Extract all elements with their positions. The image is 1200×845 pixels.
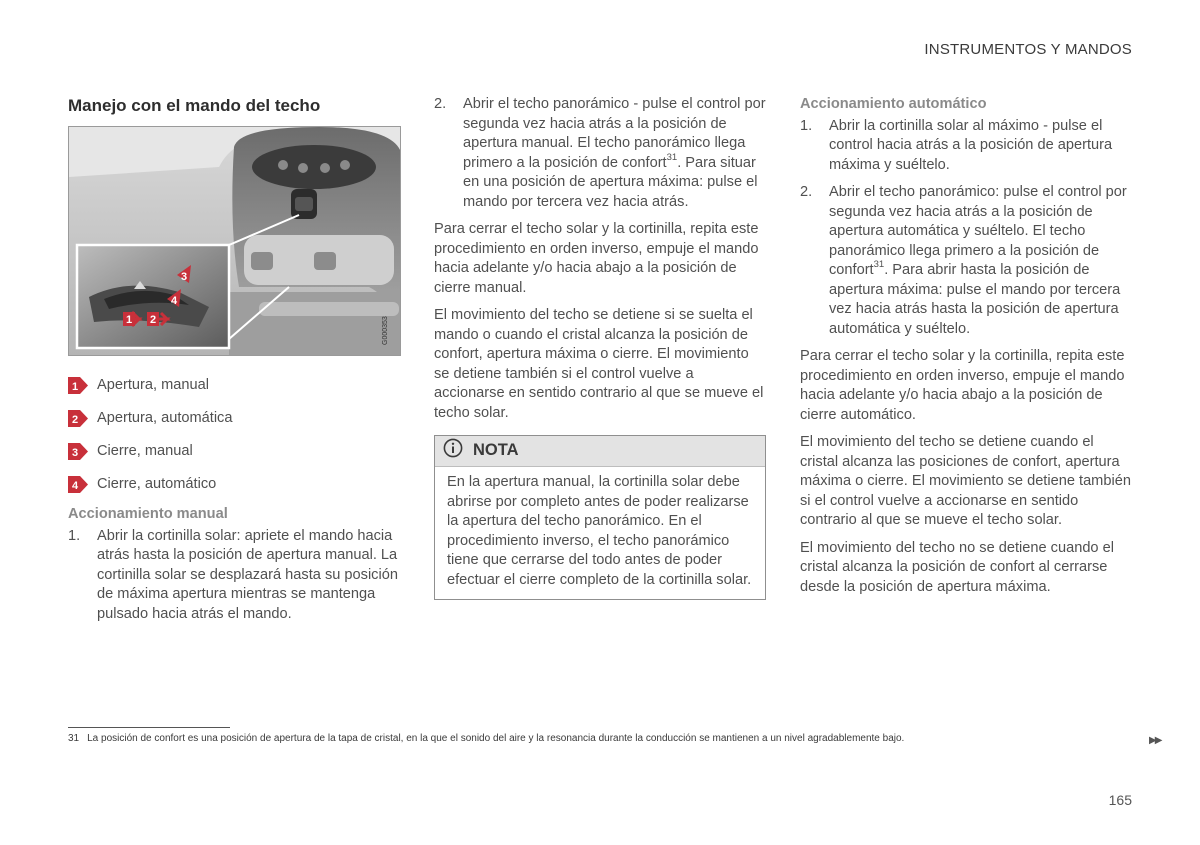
step-number: 1. [800,117,813,134]
column-right [800,95,1135,605]
svg-text:2: 2 [150,314,157,326]
red-arrow-icon [68,443,88,460]
step-number: 2. [434,96,447,112]
page-number: 165 [1108,792,1132,808]
footnote-divider [68,727,230,728]
legend-item [68,402,403,435]
step-text: Abrir la cortinilla solar al máximo - pulse el control hacia atrás a la posición de apertura máxima y suéltelo. [829,117,1113,173]
step-text: Abrir el techo panorámico: pulse el control por segunda vez hacia atrás a la posición de apertura automática y suéltelo. El techo panorámico llega primero a la posición de confort$^{31}$. Para abrir hasta la posición de apertura máxima: pulse el mando por tercera vez hacia atrás hasta la posición de apertura automática y suéltelo. [829,184,1127,337]
figure-code: G000353 [382,316,389,345]
manual-step-1 [68,527,403,625]
svg-text:4: 4 [171,295,178,307]
svg-text:1: 1 [72,381,79,393]
step-number: 1. [68,527,81,544]
figure-legend [68,369,403,501]
note-box [434,435,766,600]
legend-label: Apertura, manual [97,376,209,393]
legend-item [68,435,403,468]
automatic-operation-title: Accionamiento automático [800,96,987,112]
footnote-text: La posición de confort es una posición de apertura de la tapa de cristal, en la que el sonido del aire y la resonancia durante la conducción se mantienen a un nivel agradablemente bajo. [87,733,905,744]
step-number: 2. [800,184,813,200]
footnote-ref: 31 [666,151,678,163]
automatic-step-1 [800,117,1135,176]
red-arrow-icon [68,377,88,394]
continue-arrows-icon: ▶▶ [1149,735,1161,746]
section-title: Manejo con el mando del techo [68,96,321,115]
column-left [68,95,403,632]
legend-item [68,468,403,501]
legend-label: Apertura, automática [97,409,233,426]
svg-text:1: 1 [126,314,133,326]
legend-label: Cierre, automático [97,475,217,492]
automatic-close-paragraph: Para cerrar el techo solar y la cortinilla, repita este procedimiento en orden inverso, empuje el mando hacia adelante y/o hacia abajo a la posición de cierre automático. [800,348,1125,423]
column-middle [434,95,767,600]
arrow-marker-2 [147,312,167,326]
manual-step-2 [434,95,767,212]
red-arrow-icon [68,476,88,493]
svg-text:3: 3 [181,271,188,283]
roof-control-photo [68,126,401,356]
step-text: Abrir el techo panorámico - pulse el control por segunda vez hacia atrás a la posición de apertura manual. El techo panorámico llega primero a la posición de confort$^{31}$. Para situar en una posición de apertura máxima: pulse el mando por tercera vez hacia atrás. [463,96,766,210]
svg-text:2: 2 [72,414,79,426]
note-title: NOTA [473,441,519,460]
info-icon [443,438,463,465]
svg-text:3: 3 [72,447,79,459]
roof-control-illustration [69,127,401,356]
legend-label: Cierre, manual [97,442,193,459]
automatic-stop-paragraph: El movimiento del techo se detiene cuando el cristal alcanza las posiciones de confort, apertura máxima o cierre. El movimiento se detiene también si el control vuelve a accionarse en sentido contrario al que se mueve el techo solar. [800,434,1131,528]
step-text: Abrir la cortinilla solar: apriete el mando hacia atrás hasta la posición de apertura manual. La cortinilla solar se desplazará hasta su posición de máxima apertura mientras se mantenga pulsado hacia atrás el mando. [97,527,398,622]
automatic-no-stop-paragraph: El movimiento del techo no se detiene cuando el cristal alcanza la posición de confort al cerrarse desde la posición de apertura máxima. [800,539,1114,595]
automatic-step-2 [800,183,1135,339]
footnote-number: 31 [68,733,80,744]
manual-close-paragraph: Para cerrar el techo solar y la cortinilla, repita este procedimiento en orden inverso, empuje el mando hacia adelante y/o hacia abajo a la posición de cierre manual. [434,221,759,296]
chapter-header: INSTRUMENTOS Y MANDOS [924,41,1132,58]
manual-operation-title: Accionamiento manual [68,506,228,522]
note-text: En la apertura manual, la cortinilla solar debe abrirse por completo antes de poder realizarse la apertura del techo panorámico. En el procedimiento inverso, el techo panorámico tiene que cerrarse del todo antes de poder efectuar el cierre completo de la cortinilla solar. [447,474,752,588]
red-arrow-icon [68,410,88,427]
note-header [435,436,765,467]
footnote-ref: 31 [873,259,885,271]
footnote [68,733,904,744]
manual-stop-paragraph: El movimiento del techo se detiene si se suelta el mando o cuando el cristal alcanza la posición de confort, apertura máxima o cierre. El movimiento se detiene también si el control vuelve a accionarse en sentido contrario al que se mueve el techo solar. [434,307,764,421]
legend-item [68,369,403,402]
svg-text:4: 4 [72,480,79,492]
